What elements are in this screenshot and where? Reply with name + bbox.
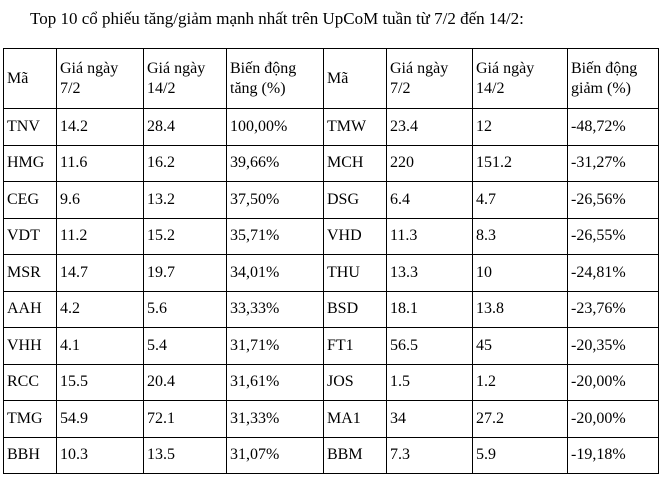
gainer-price-7-2-cell: 15.5 [57, 364, 144, 401]
loser-ticker-cell: BSD [324, 291, 387, 328]
loser-ticker-cell: FT1 [324, 328, 387, 365]
loser-change-pct-cell: -20,35% [568, 328, 659, 365]
header-loser-price-14-2: Giá ngày 14/2 [473, 49, 568, 109]
loser-price-14-2-cell: 12 [473, 109, 568, 146]
loser-ticker-cell: TMW [324, 109, 387, 146]
loser-ticker-cell: THU [324, 255, 387, 292]
table-body [4, 109, 659, 474]
header-gainer-change-pct: Biến động tăng (%) [227, 49, 324, 109]
gainer-price-7-2-cell: 9.6 [57, 182, 144, 219]
gainer-price-7-2-cell: 54.9 [57, 401, 144, 438]
gainer-ticker-cell: TNV [4, 109, 57, 146]
gainer-price-14-2-cell: 19.7 [144, 255, 227, 292]
loser-price-7-2-cell: 56.5 [387, 328, 473, 365]
table-header-row [4, 49, 659, 109]
gainer-price-14-2-cell: 13.5 [144, 437, 227, 474]
table-row [4, 255, 659, 292]
loser-price-7-2-cell: 34 [387, 401, 473, 438]
loser-price-7-2-cell: 23.4 [387, 109, 473, 146]
gainer-price-14-2-cell: 13.2 [144, 182, 227, 219]
loser-price-7-2-cell: 13.3 [387, 255, 473, 292]
loser-price-7-2-cell: 220 [387, 145, 473, 182]
loser-ticker-cell: VHD [324, 218, 387, 255]
gainer-change-pct-cell: 31,07% [227, 437, 324, 474]
loser-price-7-2-cell: 11.3 [387, 218, 473, 255]
loser-price-14-2-cell: 1.2 [473, 364, 568, 401]
loser-change-pct-cell: -19,18% [568, 437, 659, 474]
table-row [4, 437, 659, 474]
table-row [4, 364, 659, 401]
header-gainer-price-7-2: Giá ngày 7/2 [57, 49, 144, 109]
gainer-price-14-2-cell: 20.4 [144, 364, 227, 401]
table-row [4, 291, 659, 328]
gainer-change-pct-cell: 37,50% [227, 182, 324, 219]
gainer-ticker-cell: VHH [4, 328, 57, 365]
table-row [4, 182, 659, 219]
header-loser-price-7-2: Giá ngày 7/2 [387, 49, 473, 109]
gainer-change-pct-cell: 100,00% [227, 109, 324, 146]
gainer-change-pct-cell: 33,33% [227, 291, 324, 328]
loser-price-7-2-cell: 18.1 [387, 291, 473, 328]
loser-price-14-2-cell: 151.2 [473, 145, 568, 182]
gainer-ticker-cell: MSR [4, 255, 57, 292]
loser-price-14-2-cell: 5.9 [473, 437, 568, 474]
loser-price-7-2-cell: 1.5 [387, 364, 473, 401]
gainer-price-7-2-cell: 4.2 [57, 291, 144, 328]
loser-change-pct-cell: -26,55% [568, 218, 659, 255]
page-title: Top 10 cổ phiếu tăng/giảm mạnh nhất trên UpCoM tuần từ 7/2 đến 14/2: [30, 9, 524, 28]
loser-price-14-2-cell: 27.2 [473, 401, 568, 438]
gainer-price-7-2-cell: 14.2 [57, 109, 144, 146]
loser-price-14-2-cell: 45 [473, 328, 568, 365]
page [0, 9, 664, 478]
loser-price-7-2-cell: 7.3 [387, 437, 473, 474]
table-row [4, 401, 659, 438]
gainer-change-pct-cell: 39,66% [227, 145, 324, 182]
loser-ticker-cell: MA1 [324, 401, 387, 438]
loser-change-pct-cell: -20,00% [568, 401, 659, 438]
gainer-price-7-2-cell: 11.6 [57, 145, 144, 182]
loser-ticker-cell: JOS [324, 364, 387, 401]
gainer-ticker-cell: BBH [4, 437, 57, 474]
loser-change-pct-cell: -23,76% [568, 291, 659, 328]
gainer-price-14-2-cell: 72.1 [144, 401, 227, 438]
gainer-price-7-2-cell: 14.7 [57, 255, 144, 292]
header-loser-ticker: Mã [324, 49, 387, 109]
loser-price-7-2-cell: 6.4 [387, 182, 473, 219]
gainer-price-14-2-cell: 16.2 [144, 145, 227, 182]
loser-change-pct-cell: -26,56% [568, 182, 659, 219]
gainer-change-pct-cell: 34,01% [227, 255, 324, 292]
gainer-ticker-cell: VDT [4, 218, 57, 255]
stock-table [3, 48, 659, 474]
gainer-change-pct-cell: 35,71% [227, 218, 324, 255]
gainer-price-7-2-cell: 10.3 [57, 437, 144, 474]
loser-ticker-cell: BBM [324, 437, 387, 474]
gainer-price-7-2-cell: 11.2 [57, 218, 144, 255]
gainer-ticker-cell: AAH [4, 291, 57, 328]
table-row [4, 109, 659, 146]
gainer-ticker-cell: TMG [4, 401, 57, 438]
gainer-price-14-2-cell: 15.2 [144, 218, 227, 255]
gainer-price-7-2-cell: 4.1 [57, 328, 144, 365]
loser-ticker-cell: MCH [324, 145, 387, 182]
loser-ticker-cell: DSG [324, 182, 387, 219]
gainer-change-pct-cell: 31,61% [227, 364, 324, 401]
gainer-change-pct-cell: 31,33% [227, 401, 324, 438]
loser-price-14-2-cell: 10 [473, 255, 568, 292]
gainer-price-14-2-cell: 28.4 [144, 109, 227, 146]
loser-change-pct-cell: -24,81% [568, 255, 659, 292]
header-gainer-ticker: Mã [4, 49, 57, 109]
loser-price-14-2-cell: 4.7 [473, 182, 568, 219]
gainer-ticker-cell: HMG [4, 145, 57, 182]
table-row [4, 145, 659, 182]
gainer-change-pct-cell: 31,71% [227, 328, 324, 365]
loser-change-pct-cell: -48,72% [568, 109, 659, 146]
header-gainer-price-14-2: Giá ngày 14/2 [144, 49, 227, 109]
table-row [4, 218, 659, 255]
loser-change-pct-cell: -31,27% [568, 145, 659, 182]
loser-change-pct-cell: -20,00% [568, 364, 659, 401]
gainer-ticker-cell: CEG [4, 182, 57, 219]
table-row [4, 328, 659, 365]
loser-price-14-2-cell: 8.3 [473, 218, 568, 255]
gainer-ticker-cell: RCC [4, 364, 57, 401]
gainer-price-14-2-cell: 5.4 [144, 328, 227, 365]
loser-price-14-2-cell: 13.8 [473, 291, 568, 328]
header-loser-change-pct: Biến động giảm (%) [568, 49, 659, 109]
gainer-price-14-2-cell: 5.6 [144, 291, 227, 328]
